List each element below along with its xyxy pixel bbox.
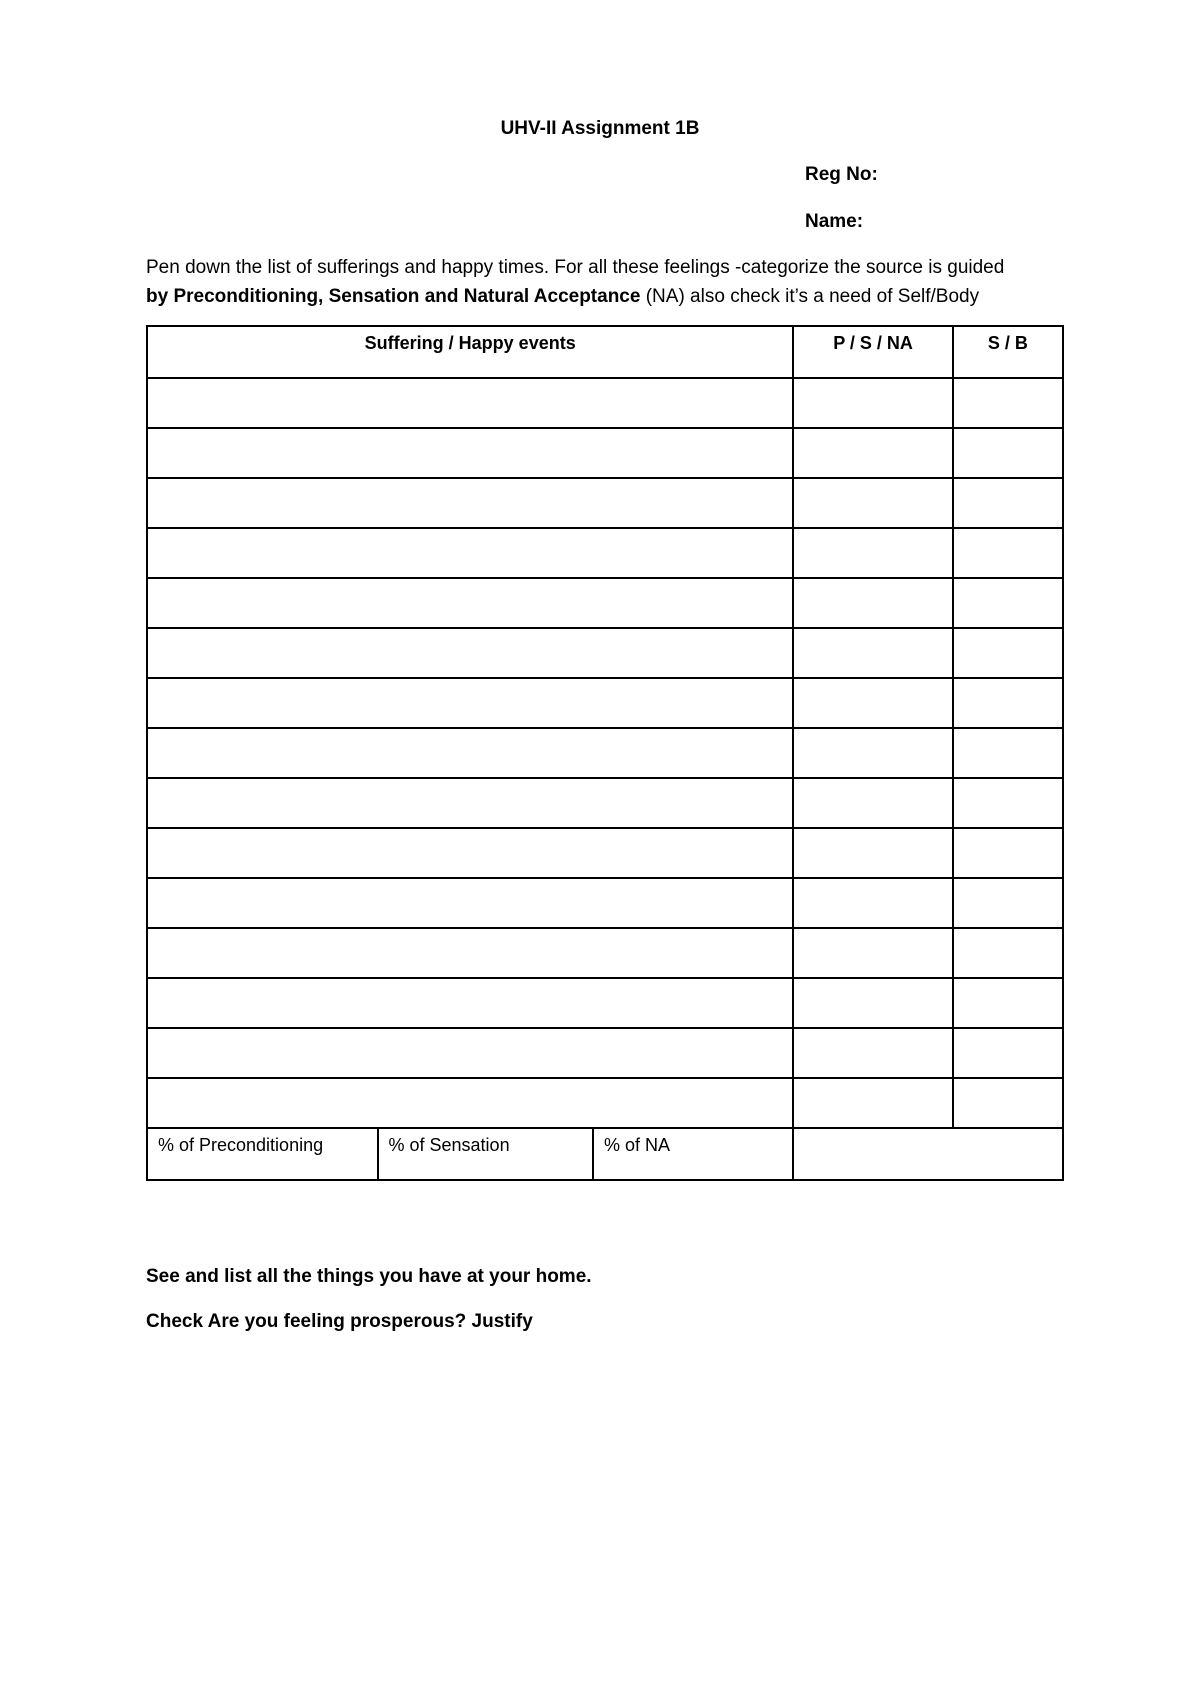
psna-cell[interactable] (793, 728, 952, 778)
event-cell[interactable] (147, 728, 793, 778)
event-cell[interactable] (147, 828, 793, 878)
event-cell[interactable] (147, 628, 793, 678)
event-cell[interactable] (147, 678, 793, 728)
name-label: Name: (805, 211, 864, 232)
footer-instruction-2: Check Are you feeling prosperous? Justify (146, 1311, 533, 1332)
table-row (147, 778, 1063, 828)
event-cell[interactable] (147, 578, 793, 628)
psna-cell[interactable] (793, 578, 952, 628)
percent-na-cell[interactable]: % of NA (593, 1128, 793, 1180)
instructions-line-1: Pen down the list of sufferings and happy times. For all these feelings -categorize the source is guided (146, 257, 1005, 278)
footer-instruction-1: See and list all the things you have at your home. (146, 1266, 592, 1287)
sb-cell[interactable] (953, 1028, 1063, 1078)
instructions-line-2 (146, 282, 1066, 311)
sb-cell[interactable] (953, 778, 1063, 828)
summary-row (147, 1128, 1063, 1180)
sb-cell[interactable] (953, 428, 1063, 478)
event-cell[interactable] (147, 778, 793, 828)
table-row (147, 1078, 1063, 1128)
sb-cell[interactable] (953, 628, 1063, 678)
sb-cell[interactable] (953, 478, 1063, 528)
header-sb: S / B (953, 326, 1063, 378)
table-row (147, 1028, 1063, 1078)
psna-cell[interactable] (793, 678, 952, 728)
reg-no-label: Reg No: (805, 164, 878, 185)
instructions-paragraph (146, 253, 1066, 311)
psna-cell[interactable] (793, 928, 952, 978)
psna-cell[interactable] (793, 878, 952, 928)
table-row (147, 678, 1063, 728)
table-row (147, 928, 1063, 978)
event-cell[interactable] (147, 878, 793, 928)
table-row (147, 528, 1063, 578)
header-events: Suffering / Happy events (147, 326, 793, 378)
sb-cell[interactable] (953, 528, 1063, 578)
psna-cell[interactable] (793, 528, 952, 578)
page-title: UHV-II Assignment 1B (500, 118, 700, 139)
sb-cell[interactable] (953, 978, 1063, 1028)
percent-sensation-cell[interactable]: % of Sensation (378, 1128, 593, 1180)
sb-cell[interactable] (953, 928, 1063, 978)
instructions-rest-part: (NA) also check it’s a need of Self/Body (640, 286, 980, 307)
psna-cell[interactable] (793, 778, 952, 828)
event-cell[interactable] (147, 928, 793, 978)
percent-preconditioning-cell[interactable]: % of Preconditioning (147, 1128, 378, 1180)
table-row (147, 578, 1063, 628)
event-cell[interactable] (147, 1028, 793, 1078)
table-row (147, 428, 1063, 478)
table-row (147, 878, 1063, 928)
sb-cell[interactable] (953, 678, 1063, 728)
event-cell[interactable] (147, 478, 793, 528)
percent-summary-blank-cell[interactable] (793, 1128, 1063, 1180)
sb-cell[interactable] (953, 578, 1063, 628)
psna-cell[interactable] (793, 628, 952, 678)
psna-cell[interactable] (793, 828, 952, 878)
table-row (147, 628, 1063, 678)
header-psna: P / S / NA (793, 326, 952, 378)
event-cell[interactable] (147, 428, 793, 478)
events-table (146, 325, 1064, 1181)
psna-cell[interactable] (793, 1028, 952, 1078)
psna-cell[interactable] (793, 478, 952, 528)
psna-cell[interactable] (793, 378, 952, 428)
table-row (147, 478, 1063, 528)
event-cell[interactable] (147, 1078, 793, 1128)
event-cell[interactable] (147, 978, 793, 1028)
sb-cell[interactable] (953, 378, 1063, 428)
event-cell[interactable] (147, 528, 793, 578)
event-cell[interactable] (147, 378, 793, 428)
instructions-bold-part: by Preconditioning, Sensation and Natural Acceptance (146, 286, 641, 307)
table-row (147, 978, 1063, 1028)
psna-cell[interactable] (793, 428, 952, 478)
table-header-row (147, 326, 1063, 378)
psna-cell[interactable] (793, 1078, 952, 1128)
table-row (147, 828, 1063, 878)
sb-cell[interactable] (953, 878, 1063, 928)
sb-cell[interactable] (953, 1078, 1063, 1128)
table-row (147, 728, 1063, 778)
sb-cell[interactable] (953, 728, 1063, 778)
psna-cell[interactable] (793, 978, 952, 1028)
table-row (147, 378, 1063, 428)
sb-cell[interactable] (953, 828, 1063, 878)
